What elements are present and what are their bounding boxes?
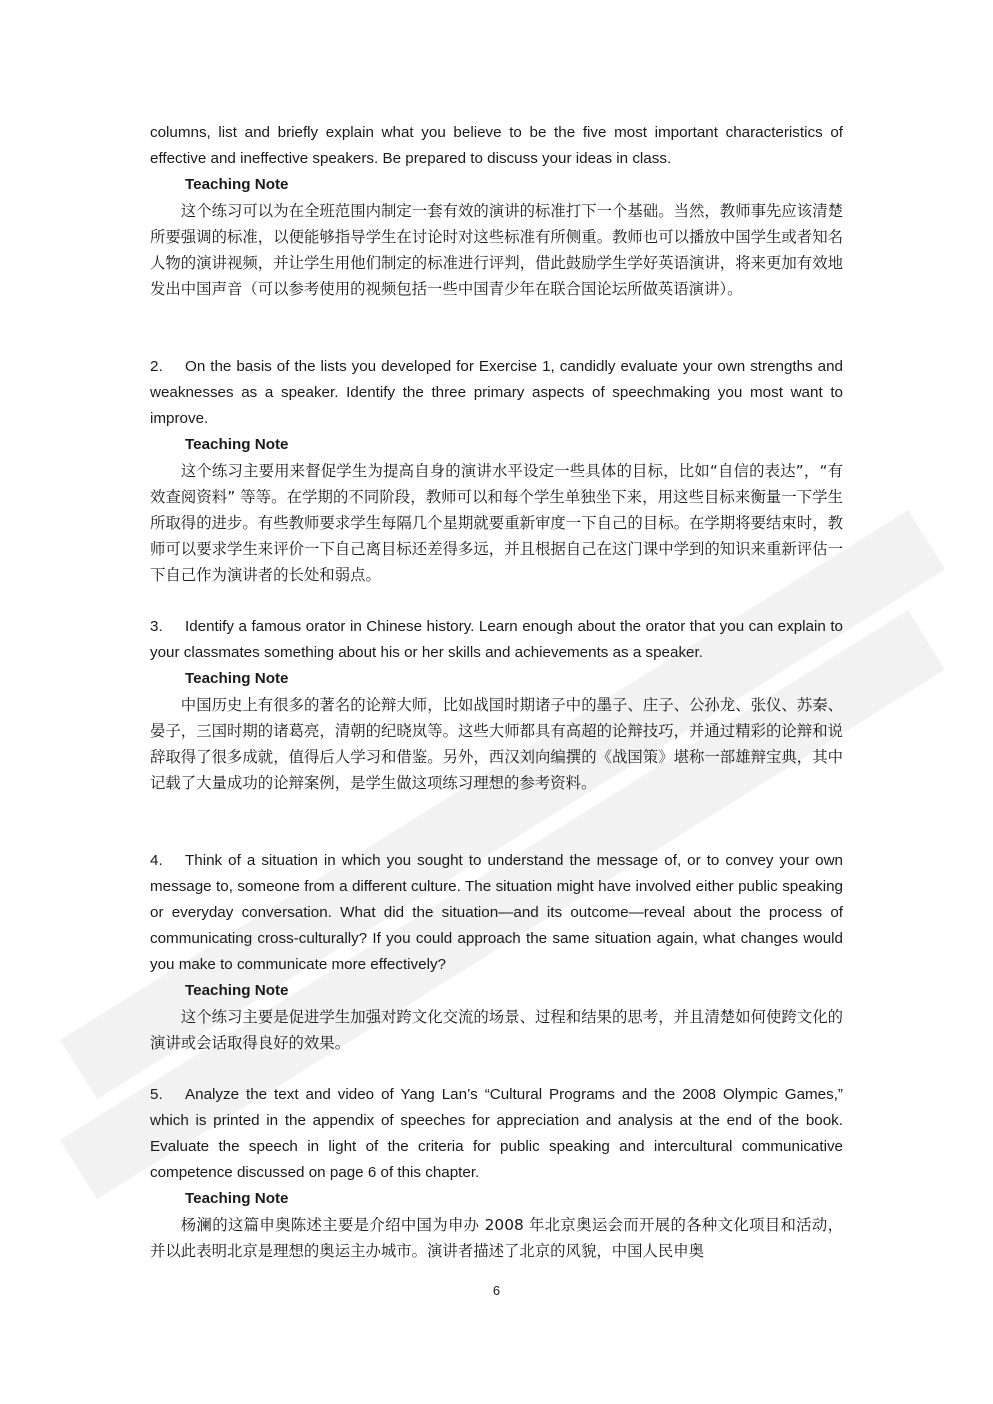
teaching-note-text: 中国历史上有很多的著名的论辩大师，比如战国时期诸子中的墨子、庄子、公孙龙、张仪、苏秦、晏子，三国时期的诸葛亮，清朝的纪晓岚等。这些大师都具有高超的论辩技巧，并通过精彩的论辩和说辞取得了很多成就，值得后人学习和借鉴。另外，西汉刘向编撰的《战国策》堪称一部雄辩宝典，其中记载了大量成功的论辩案例，是学生做这项练习理想的参考资料。 [150, 696, 843, 792]
teaching-note-label: Teaching Note [185, 1190, 289, 1207]
intro-text: columns, list and briefly explain what you believe to be the five most important characteristics of effective and ineffective speakers. Be prepared to discuss your ideas in class. [150, 124, 843, 167]
exercise-4 [150, 848, 843, 1056]
page-number: 6 [492, 1283, 501, 1298]
exercise-2 [150, 354, 843, 588]
exercise-3 [150, 614, 843, 796]
exercise-body: Think of a situation in which you sought to understand the message of, or to convey your own message to, someone from a different culture. The situation might have involved either public speaking or everyday conversation. What did the situation—and its outcome—reveal about the process of communicating cross-culturally? If you could approach the same situation again, what changes would you make to communicate more effectively? [150, 852, 843, 973]
exercise-text [150, 848, 843, 978]
exercise-body: On the basis of the lists you developed for Exercise 1, candidly evaluate your own strengths and weaknesses as a speaker. Identify the three primary aspects of speechmaking you most want to improve. [150, 358, 843, 427]
exercise-body: Identify a famous orator in Chinese history. Learn enough about the orator that you can explain to your classmates something about his or her skills and achievements as a speaker. [150, 618, 843, 661]
exercise-number: 2. [150, 358, 163, 375]
intro-section [150, 120, 843, 302]
exercise-number: 5. [150, 1086, 163, 1103]
exercise-text [150, 1082, 843, 1186]
teaching-note-label: Teaching Note [185, 176, 289, 193]
exercise-text [150, 354, 843, 432]
exercise-text [150, 614, 843, 666]
teaching-note-label: Teaching Note [185, 436, 289, 453]
exercise-body: Analyze the text and video of Yang Lan’s “Cultural Programs and the 2008 Olympic Games,” which is printed in the appendix of speeches for appreciation and analysis at the end of the book. Evaluate the speech in light of the criteria for public speaking and intercultural communicative competence discussed on page 6 of this chapter. [150, 1086, 843, 1181]
exercise-5 [150, 1082, 843, 1264]
teaching-note-text: 这个练习主要是促进学生加强对跨文化交流的场景、过程和结果的思考，并且清楚如何使跨文化的演讲或会话取得良好的效果。 [150, 1008, 843, 1052]
teaching-note-label: Teaching Note [185, 670, 289, 687]
teaching-note-text: 这个练习可以为在全班范围内制定一套有效的演讲的标准打下一个基础。当然，教师事先应该清楚所要强调的标准，以便能够指导学生在讨论时对这些标准有所侧重。教师也可以播放中国学生或者知名人物的演讲视频，并让学生用他们制定的标准进行评判，借此鼓励学生学好英语演讲，将来更加有效地发出中国声音（可以参考使用的视频包括一些中国青少年在联合国论坛所做英语演讲）。 [150, 202, 843, 298]
teaching-note-text: 杨澜的这篇申奥陈述主要是介绍中国为申办 2008 年北京奥运会而开展的各种文化项目和活动，并以此表明北京是理想的奥运主办城市。演讲者描述了北京的风貌，中国人民申奥 [150, 1216, 843, 1260]
teaching-note-label: Teaching Note [185, 982, 289, 999]
teaching-note-text: 这个练习主要用来督促学生为提高自身的演讲水平设定一些具体的目标，比如“自信的表达”，“有效查阅资料” 等等。在学期的不同阶段，教师可以和每个学生单独坐下来，用这些目标来衡量一下学生所取得的进步。有些教师要求学生每隔几个星期就要重新审度一下自己的目标。在学期将要结束时，教师可以要求学生来评价一下自己离目标还差得多远，并且根据自己在这门课中学到的知识来重新评估一下自己作为演讲者的长处和弱点。 [150, 462, 843, 584]
exercise-number: 3. [150, 618, 163, 635]
exercise-number: 4. [150, 852, 163, 869]
